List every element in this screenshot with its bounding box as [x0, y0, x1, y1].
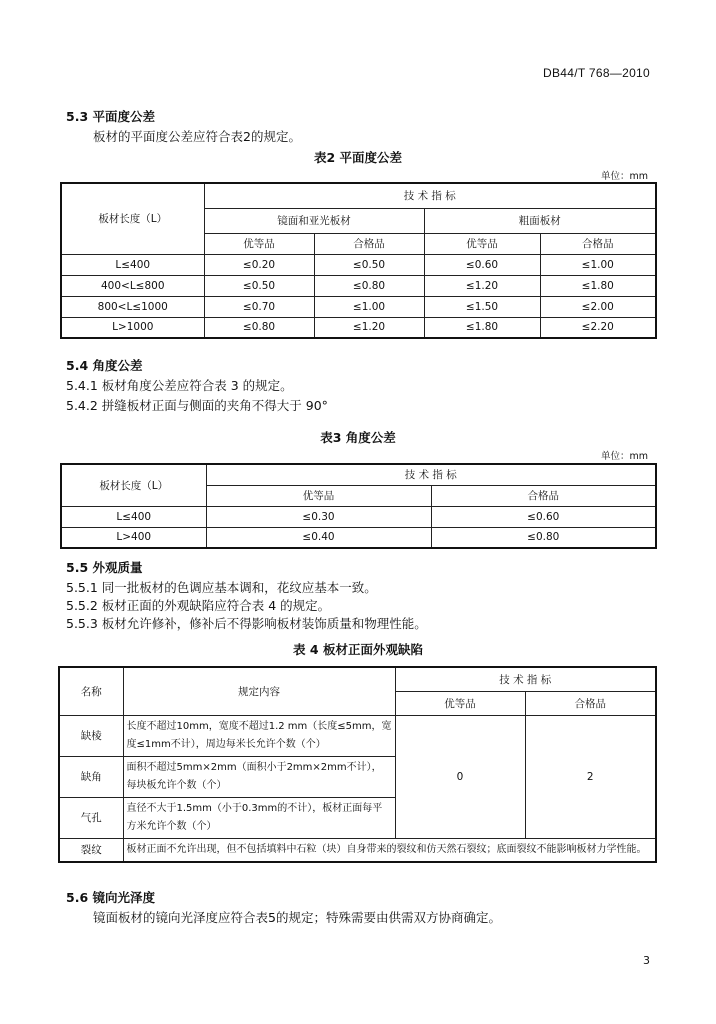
table-row — [61, 254, 656, 275]
defect-name: 气孔 — [59, 797, 123, 838]
tech-indicator-header: 技 术 指 标 — [206, 464, 656, 485]
table-cell: L>1000 — [61, 317, 204, 338]
grade-header: 优等品 — [204, 233, 314, 254]
tech-indicator-header: 技 术 指 标 — [204, 183, 656, 208]
defect-description: 长度不超过10mm，宽度不超过1.2 mm（长度≤5mm，宽度≤1mm不计），周边每米长允许个数（个） — [123, 715, 395, 756]
table-cell: ≤1.50 — [424, 296, 540, 317]
section-5-3-heading: 5.3 平面度公差 — [66, 109, 155, 124]
table-cell: ≤1.20 — [314, 317, 424, 338]
table-row — [61, 296, 656, 317]
section-5-5-heading: 5.5 外观质量 — [66, 560, 143, 575]
table-cell: ≤0.80 — [431, 527, 656, 548]
table-2-unit: 单位：mm — [600, 171, 648, 182]
table-cell: ≤0.60 — [431, 506, 656, 527]
grade-header: 优等品 — [395, 691, 525, 715]
defect-name: 缺角 — [59, 756, 123, 797]
crack-description: 板材正面不允许出现，但不包括填料中石粒（块）自身带来的裂纹和仿天然石裂纹；底面裂纹不能影响板材力学性能。 — [123, 838, 656, 862]
table-cell: ≤1.80 — [424, 317, 540, 338]
table-row — [61, 527, 656, 548]
grade-header: 优等品 — [424, 233, 540, 254]
table-cell: ≤0.80 — [204, 317, 314, 338]
table-row — [61, 275, 656, 296]
table-cell: ≤1.20 — [424, 275, 540, 296]
flatness-tolerance-table — [60, 182, 657, 339]
table-row — [59, 838, 656, 862]
content-column-header: 规定内容 — [123, 667, 395, 715]
table-3-unit: 单位：mm — [600, 451, 648, 462]
section-5-5-2-text: 5.5.2 板材正面的外观缺陷应符合表 4 的规定。 — [66, 598, 331, 613]
grade-header: 优等品 — [206, 485, 431, 506]
table-cell: L≤400 — [61, 506, 206, 527]
table-cell: ≤0.70 — [204, 296, 314, 317]
grade-header: 合格品 — [431, 485, 656, 506]
mirror-matte-group-header: 镜面和亚光板材 — [204, 208, 424, 233]
table-cell: ≤0.30 — [206, 506, 431, 527]
qualified-grade-value: 2 — [525, 715, 656, 838]
table-row — [61, 317, 656, 338]
table-2-caption: 表2 平面度公差 — [313, 150, 403, 165]
table-4-caption: 表 4 板材正面外观缺陷 — [293, 642, 423, 657]
section-5-4-1-text: 5.4.1 板材角度公差应符合表 3 的规定。 — [66, 378, 293, 393]
rough-group-header: 粗面板材 — [424, 208, 656, 233]
defect-name: 裂纹 — [59, 838, 123, 862]
page-number: 3 — [643, 954, 650, 967]
table-cell: ≤0.50 — [314, 254, 424, 275]
length-column-header: 板材长度（L） — [61, 464, 206, 506]
table-cell: 400<L≤800 — [61, 275, 204, 296]
tech-indicator-header: 技 术 指 标 — [395, 667, 656, 691]
table-cell: ≤2.20 — [540, 317, 656, 338]
table-row — [59, 715, 656, 756]
defect-description: 面积不超过5mm×2mm（面积小于2mm×2mm不计），每块板允许个数（个） — [123, 756, 395, 797]
section-5-6-text: 镜面板材的镜向光泽度应符合表5的规定；特殊需要由供需双方协商确定。 — [93, 910, 501, 925]
table-cell: L≤400 — [61, 254, 204, 275]
grade-header: 合格品 — [540, 233, 656, 254]
standard-number: DB44/T 768—2010 — [542, 66, 650, 80]
table-cell: ≤0.60 — [424, 254, 540, 275]
section-5-5-1-text: 5.5.1 同一批板材的色调应基本调和，花纹应基本一致。 — [66, 580, 377, 595]
appearance-defects-table — [58, 666, 657, 863]
table-cell: ≤2.00 — [540, 296, 656, 317]
table-cell: ≤0.80 — [314, 275, 424, 296]
section-5-6-heading: 5.6 镜向光泽度 — [66, 890, 155, 905]
defect-description: 直径不大于1.5mm（小于0.3mm的不计），板材正面每平方米允许个数（个） — [123, 797, 395, 838]
defect-name: 缺棱 — [59, 715, 123, 756]
table-cell: ≤1.00 — [314, 296, 424, 317]
name-column-header: 名称 — [59, 667, 123, 715]
table-cell: ≤0.20 — [204, 254, 314, 275]
table-cell: ≤1.00 — [540, 254, 656, 275]
table-cell: ≤1.80 — [540, 275, 656, 296]
section-5-4-2-text: 5.4.2 拼缝板材正面与侧面的夹角不得大于 90° — [66, 398, 328, 413]
table-row — [61, 506, 656, 527]
section-5-5-3-text: 5.5.3 板材允许修补，修补后不得影响板材装饰质量和物理性能。 — [66, 616, 427, 631]
angle-tolerance-table — [60, 463, 657, 549]
table-cell: L>400 — [61, 527, 206, 548]
table-cell: ≤0.50 — [204, 275, 314, 296]
table-cell: 800<L≤1000 — [61, 296, 204, 317]
section-5-3-text: 板材的平面度公差应符合表2的规定。 — [93, 129, 301, 144]
grade-header: 合格品 — [525, 691, 656, 715]
grade-header: 合格品 — [314, 233, 424, 254]
table-cell: ≤0.40 — [206, 527, 431, 548]
top-grade-value: 0 — [395, 715, 525, 838]
table-3-caption: 表3 角度公差 — [320, 430, 396, 445]
length-column-header: 板材长度（L） — [61, 183, 204, 254]
section-5-4-heading: 5.4 角度公差 — [66, 358, 143, 373]
